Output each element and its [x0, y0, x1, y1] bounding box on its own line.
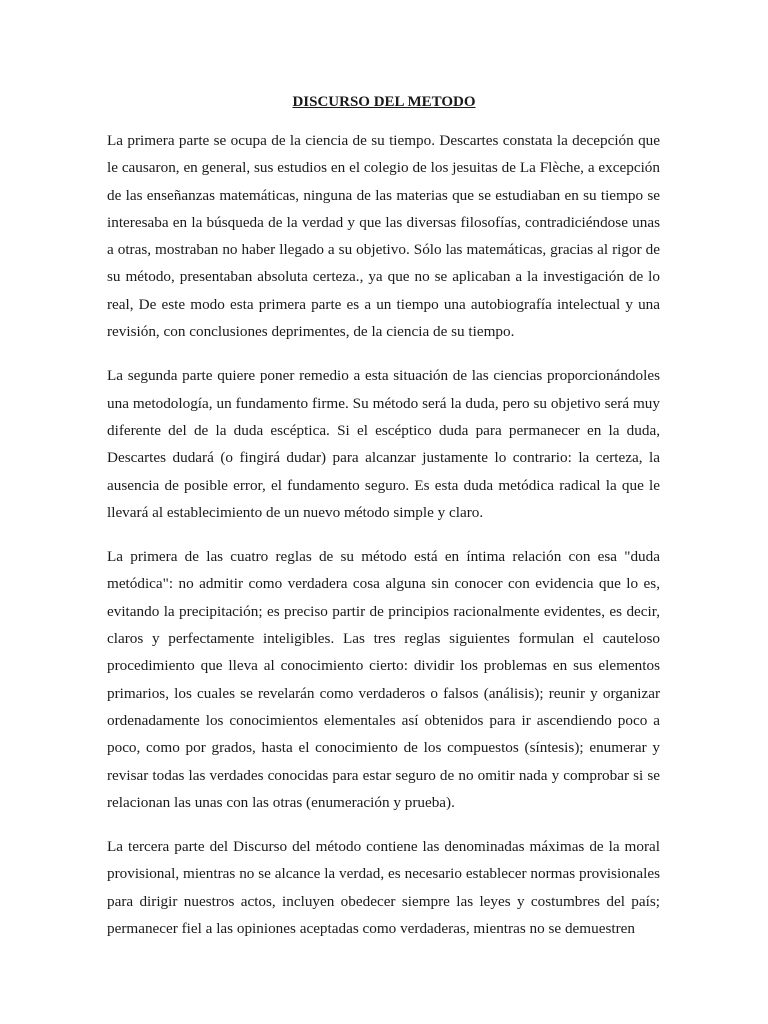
paragraph-2: La segunda parte quiere poner remedio a esta situación de las ciencias proporcionándoles una metodología, un fundamento firme. Su método será la duda, pero su objetivo será muy diferente del de la duda escéptica. Si el escéptico duda para permanecer en la duda, Descartes dudará (o fingirá dudar) para alcanzar justamente lo contrario: la certeza, la ausencia de posible error, el fundamento seguro. Es esta duda metódica radical la que le llevará al establecimiento de un nuevo método simple y claro. [107, 367, 660, 521]
paragraph-4: La tercera parte del Discurso del método contiene las denominadas máximas de la moral provisional, mientras no se alcance la verdad, es necesario establecer normas provisionales para dirigir nuestros actos, incluyen obedecer siempre las leyes y costumbres del país; permanecer fiel a las opiniones aceptadas como verdaderas, mientras no se demuestren [107, 838, 660, 938]
page-title: DISCURSO DEL METODO [292, 94, 476, 110]
paragraph-1: La primera parte se ocupa de la ciencia de su tiempo. Descartes constata la decepción que le causaron, en general, sus estudios en el colegio de los jesuitas de La Flèche, a excepción de las enseñanzas matemáticas, ninguna de las materias que se estudiaban en su tiempo se interesaba en la búsqueda de la verdad y que las diversas filosofías, contradiciéndose unas a otras, mostraban no haber llegado a su objetivo. Sólo las matemáticas, gracias al rigor de su método, presentaban absoluta certeza., ya que no se aplicaban a la investigación de lo real, De este modo esta primera parte es a un tiempo una autobiografía intelectual y una revisión, con conclusiones deprimentes, de la ciencia de su tiempo. [107, 132, 660, 341]
document-body [107, 127, 660, 942]
paragraph-3: La primera de las cuatro reglas de su método está en íntima relación con esa "duda metódica": no admitir como verdadera cosa alguna sin conocer con evidencia que lo es, evitando la precipitación; es preciso partir de principios racionalmente evidentes, es decir, claros y perfectamente inteligibles. Las tres reglas siguientes formulan el cauteloso procedimiento que lleva al conocimiento cierto: dividir los problemas en sus elementos primarios, los cuales se revelarán como verdaderos o falsos (análisis); reunir y organizar ordenadamente los conocimientos elementales así obtenidos para ir ascendiendo poco a poco, como por grados, hasta el conocimiento de los compuestos (síntesis); enumerar y revisar todas las verdades conocidas para estar seguro de no omitir nada y comprobar si se relacionan las unas con las otras (enumeración y prueba). [107, 548, 660, 811]
